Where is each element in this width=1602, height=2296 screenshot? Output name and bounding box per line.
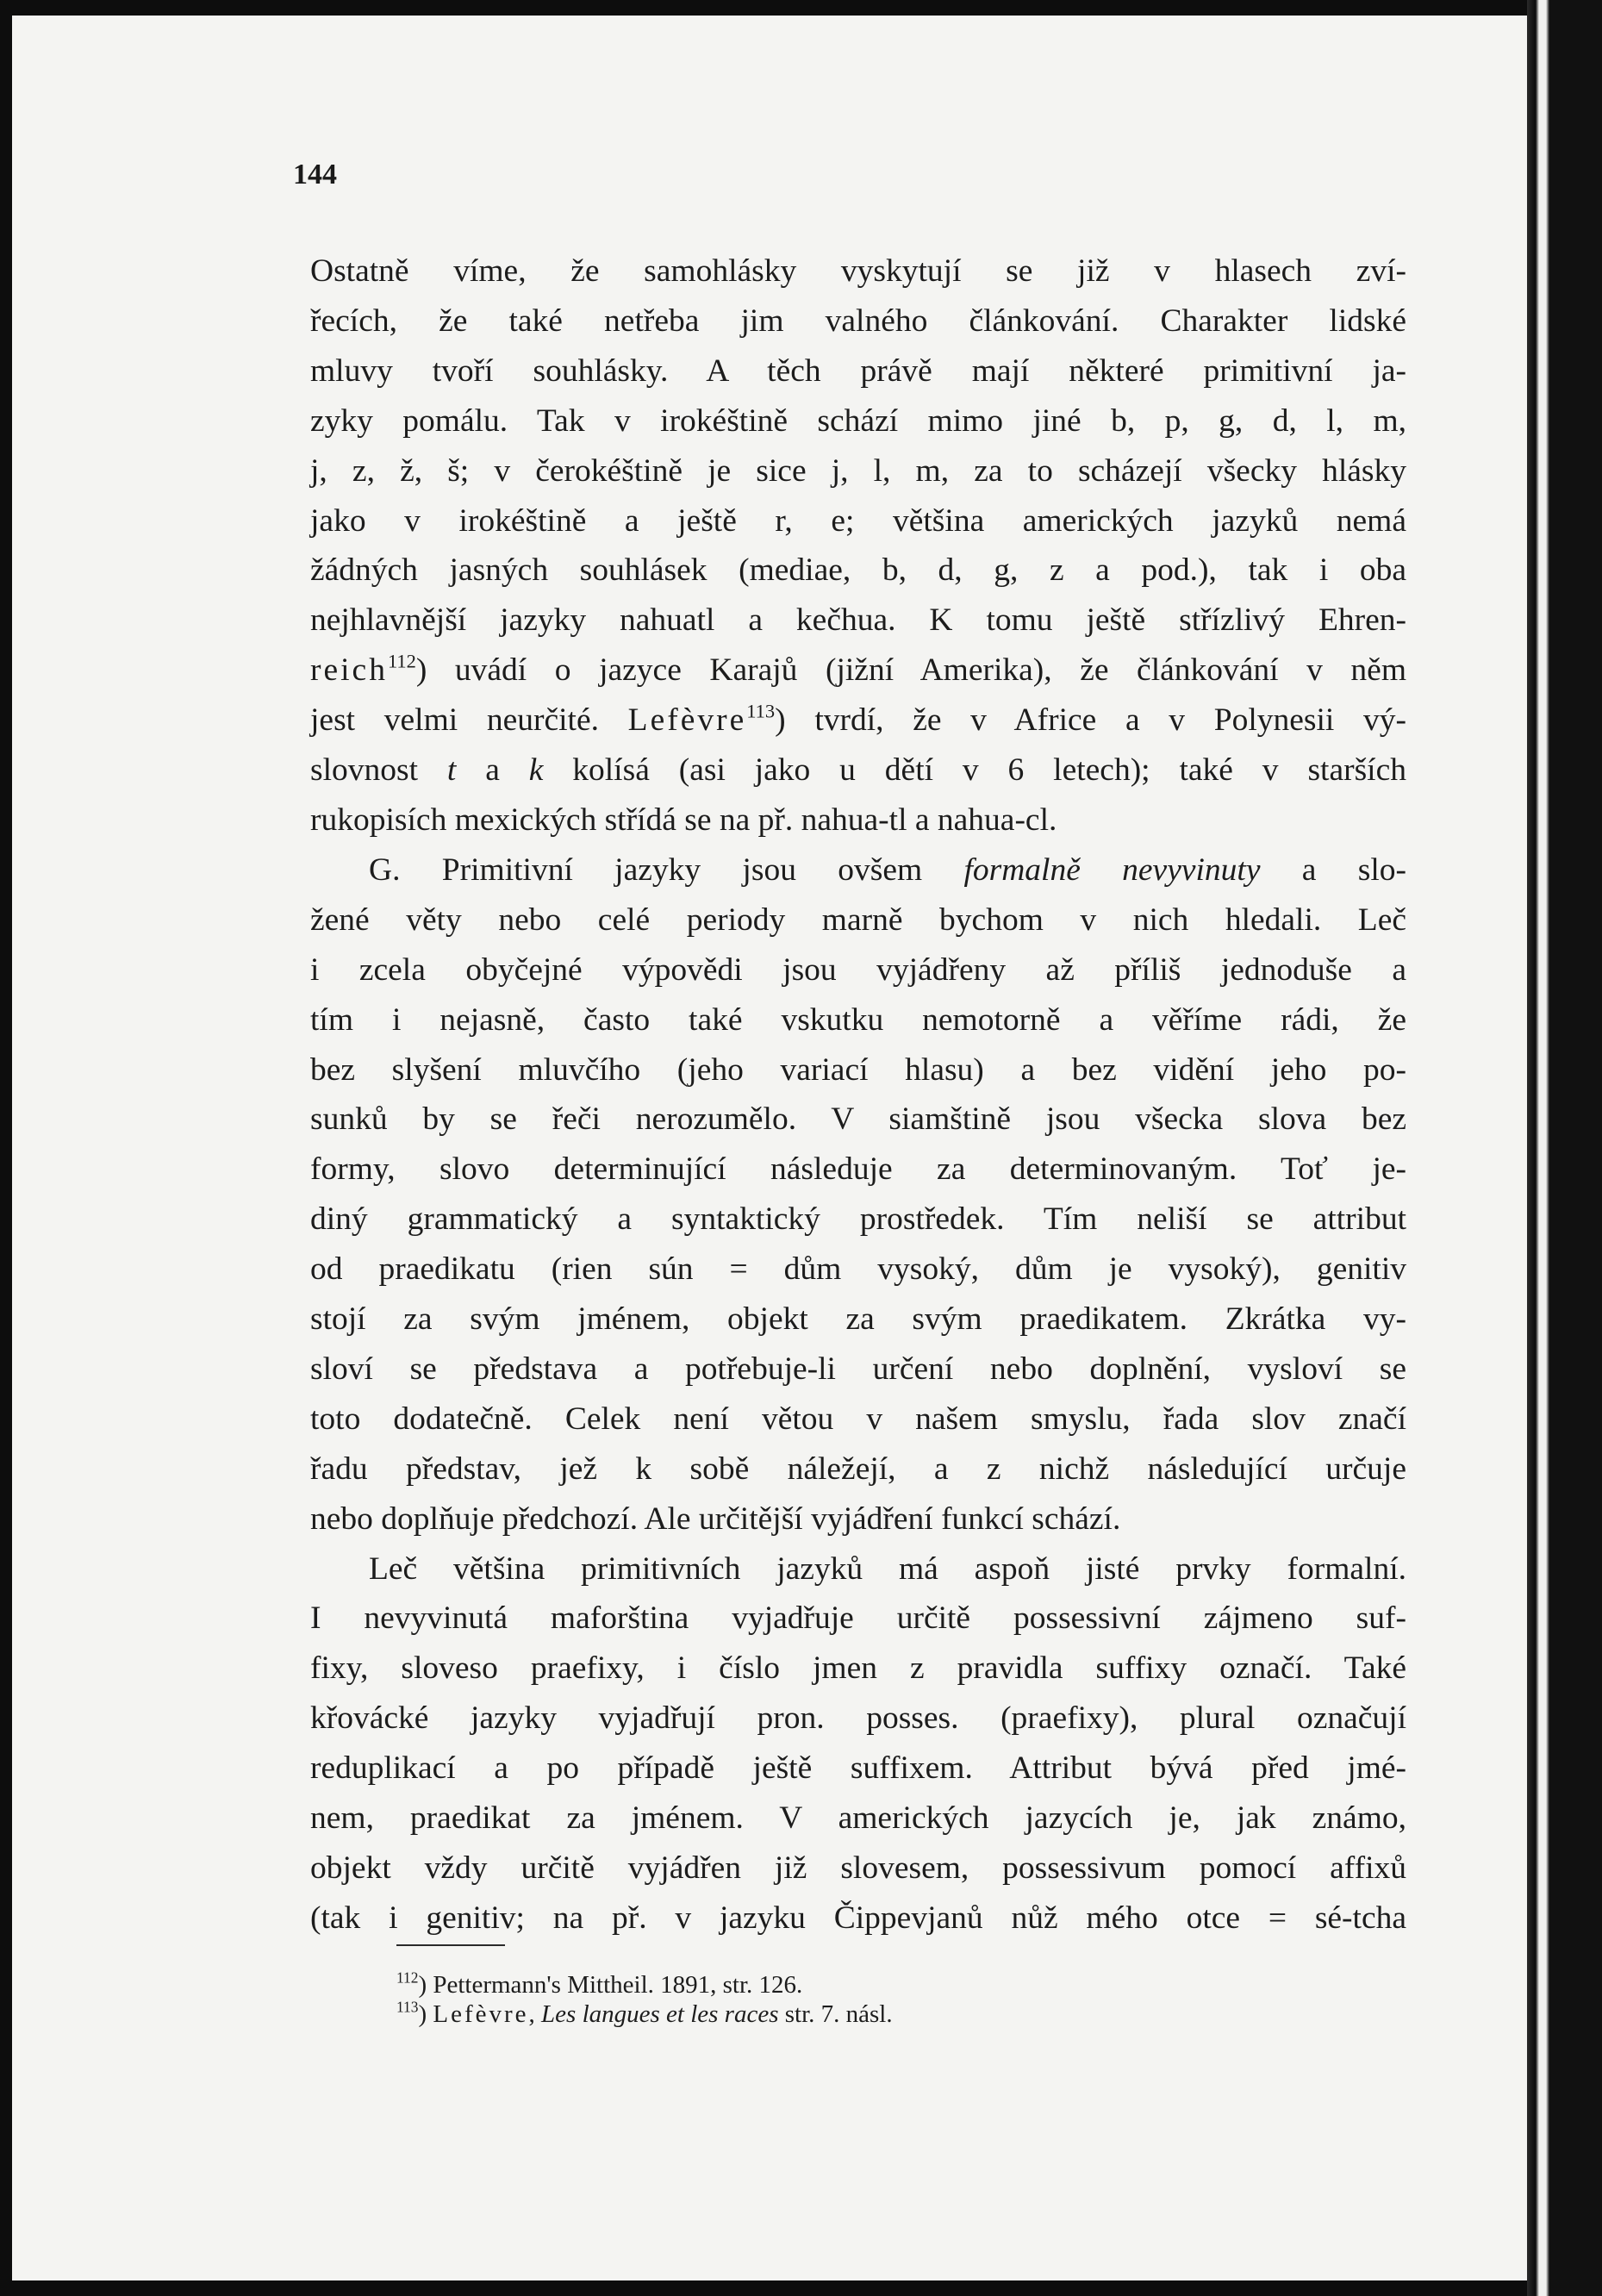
text-line: rukopisích mexických střídá se na př. nahua-tl a nahua-cl. bbox=[310, 802, 1057, 838]
author-name: Lefèvre bbox=[433, 2000, 529, 2028]
text-line: řecích, že také netřeba jim valného článkování. Charakter lidské bbox=[310, 303, 1406, 339]
page-number: 144 bbox=[293, 159, 337, 190]
book-title: Les langues et les races bbox=[541, 2000, 779, 2028]
text-line: reich$^{112}$) uvádí o jazyce Karajů (jižní Amerika), že článkování v něm bbox=[310, 650, 1406, 689]
footnote-113: $^{113}$) Lefèvre, Les langues et les races str. 7. násl. bbox=[396, 1998, 893, 2028]
text-line: objekt vždy určitě vyjádřen již slovesem, possessivum pomocí affixů bbox=[310, 1850, 1406, 1886]
footnotes bbox=[396, 1970, 893, 2029]
text-line: řadu představ, jež k sobě náležejí, a z nichž následující určuje bbox=[310, 1451, 1406, 1487]
author-name: Lefèvre bbox=[627, 702, 747, 739]
text-line: mluvy tvoří souhlásky. A těch právě mají některé primitivní ja- bbox=[310, 353, 1406, 389]
text-line: j, z, ž, š; v čerokéštině je sice j, l, m, za to scházejí všecky hlásky bbox=[310, 452, 1406, 489]
text-line: zyky pomálu. Tak v irokéštině schází mimo jiné b, p, g, d, l, m, bbox=[310, 402, 1406, 439]
emphasis: formalně nevyvinuty bbox=[963, 852, 1261, 888]
text-line: G. Primitivní jazyky jsou ovšem formalně nevyvinuty a slo- bbox=[369, 852, 1406, 888]
text-line: Ostatně víme, že samohlásky vyskytují se již v hlasech zví- bbox=[310, 253, 1406, 289]
text-line: diný grammatický a syntaktický prostředek. Tím neliší se attribut bbox=[310, 1201, 1406, 1238]
text-line: tím i nejasně, často také vskutku nemotorně a věříme rádi, že bbox=[310, 1001, 1406, 1038]
text-line: nejhlavnější jazyky nahuatl a kečhua. K tomu ještě střízlivý Ehren- bbox=[310, 602, 1406, 639]
text-line: od praedikatu (rien sún = dům vysoký, dům je vysoký), genitiv bbox=[310, 1251, 1406, 1288]
text-line: jest velmi neurčité. Lefèvre$^{113}$) tvrdí, že v Africe a v Polynesii vý- bbox=[310, 700, 1407, 739]
footnote-112: $^{112}$) Pettermann's Mittheil. 1891, str. 126. bbox=[396, 1968, 803, 1999]
text-line: křovácké jazyky vyjadřují pron. posses. (praefixy), plural označují bbox=[310, 1700, 1406, 1737]
footnote-ref: 112 bbox=[387, 650, 416, 672]
footnote-divider bbox=[396, 1944, 505, 1946]
text-line: formy, slovo determinující následuje za determinovaným. Toť je- bbox=[310, 1151, 1406, 1188]
text-line: I nevyvinutá maforština vyjadřuje určitě possessivní zájmeno suf- bbox=[310, 1600, 1406, 1637]
text-line: i zcela obyčejné výpovědi jsou vyjádřeny až příliš jednoduše a bbox=[310, 951, 1406, 988]
text-line: toto dodatečně. Celek není větou v našem smyslu, řada slov značí bbox=[310, 1401, 1406, 1437]
text-line: stojí za svým jménem, objekt za svým praedikatem. Zkrátka vy- bbox=[310, 1301, 1406, 1338]
text-line: (tak i genitiv; na př. v jazyku Čippevjanů nůž mého otce = sé-tcha bbox=[310, 1900, 1406, 1936]
text-line: žené věty nebo celé periody marně bychom v nich hledali. Leč bbox=[310, 902, 1406, 938]
text-line: bez slyšení mluvčího (jeho variací hlasu) a bez vidění jeho po- bbox=[310, 1051, 1406, 1088]
book-page bbox=[12, 16, 1527, 2280]
author-name: reich bbox=[310, 652, 388, 689]
text-line: slovnost t a k kolísá (asi jako u dětí v 6 letech); také v starších bbox=[310, 752, 1406, 789]
footnote-ref: 113 bbox=[746, 700, 776, 722]
text-line: fixy, sloveso praefixy, i číslo jmen z pravidla suffixy označí. Také bbox=[310, 1650, 1406, 1687]
text-line: jako v irokéštině a ještě r, e; většina amerických jazyků nemá bbox=[310, 502, 1406, 539]
text-line: reduplikací a po případě ještě suffixem. Attribut bývá před jmé- bbox=[310, 1750, 1406, 1787]
body-text bbox=[310, 246, 1406, 1943]
text-line: nebo doplňuje předchozí. Ale určitější vyjádření funkcí schází. bbox=[310, 1501, 1121, 1537]
text-line: žádných jasných souhlásek (mediae, b, d, g, z a pod.), tak i oba bbox=[310, 552, 1406, 589]
scan-page-edge bbox=[1527, 0, 1602, 2296]
text-line: sloví se představa a potřebuje-li určení nebo doplnění, vysloví se bbox=[310, 1351, 1406, 1387]
text-line: Leč většina primitivních jazyků má aspoň jisté prvky formalní. bbox=[369, 1550, 1406, 1587]
text-line: nem, praedikat za jménem. V amerických jazycích je, jak známo, bbox=[310, 1800, 1406, 1837]
text-line: sunků by se řeči nerozumělo. V siamštině jsou všecka slova bez bbox=[310, 1101, 1406, 1138]
